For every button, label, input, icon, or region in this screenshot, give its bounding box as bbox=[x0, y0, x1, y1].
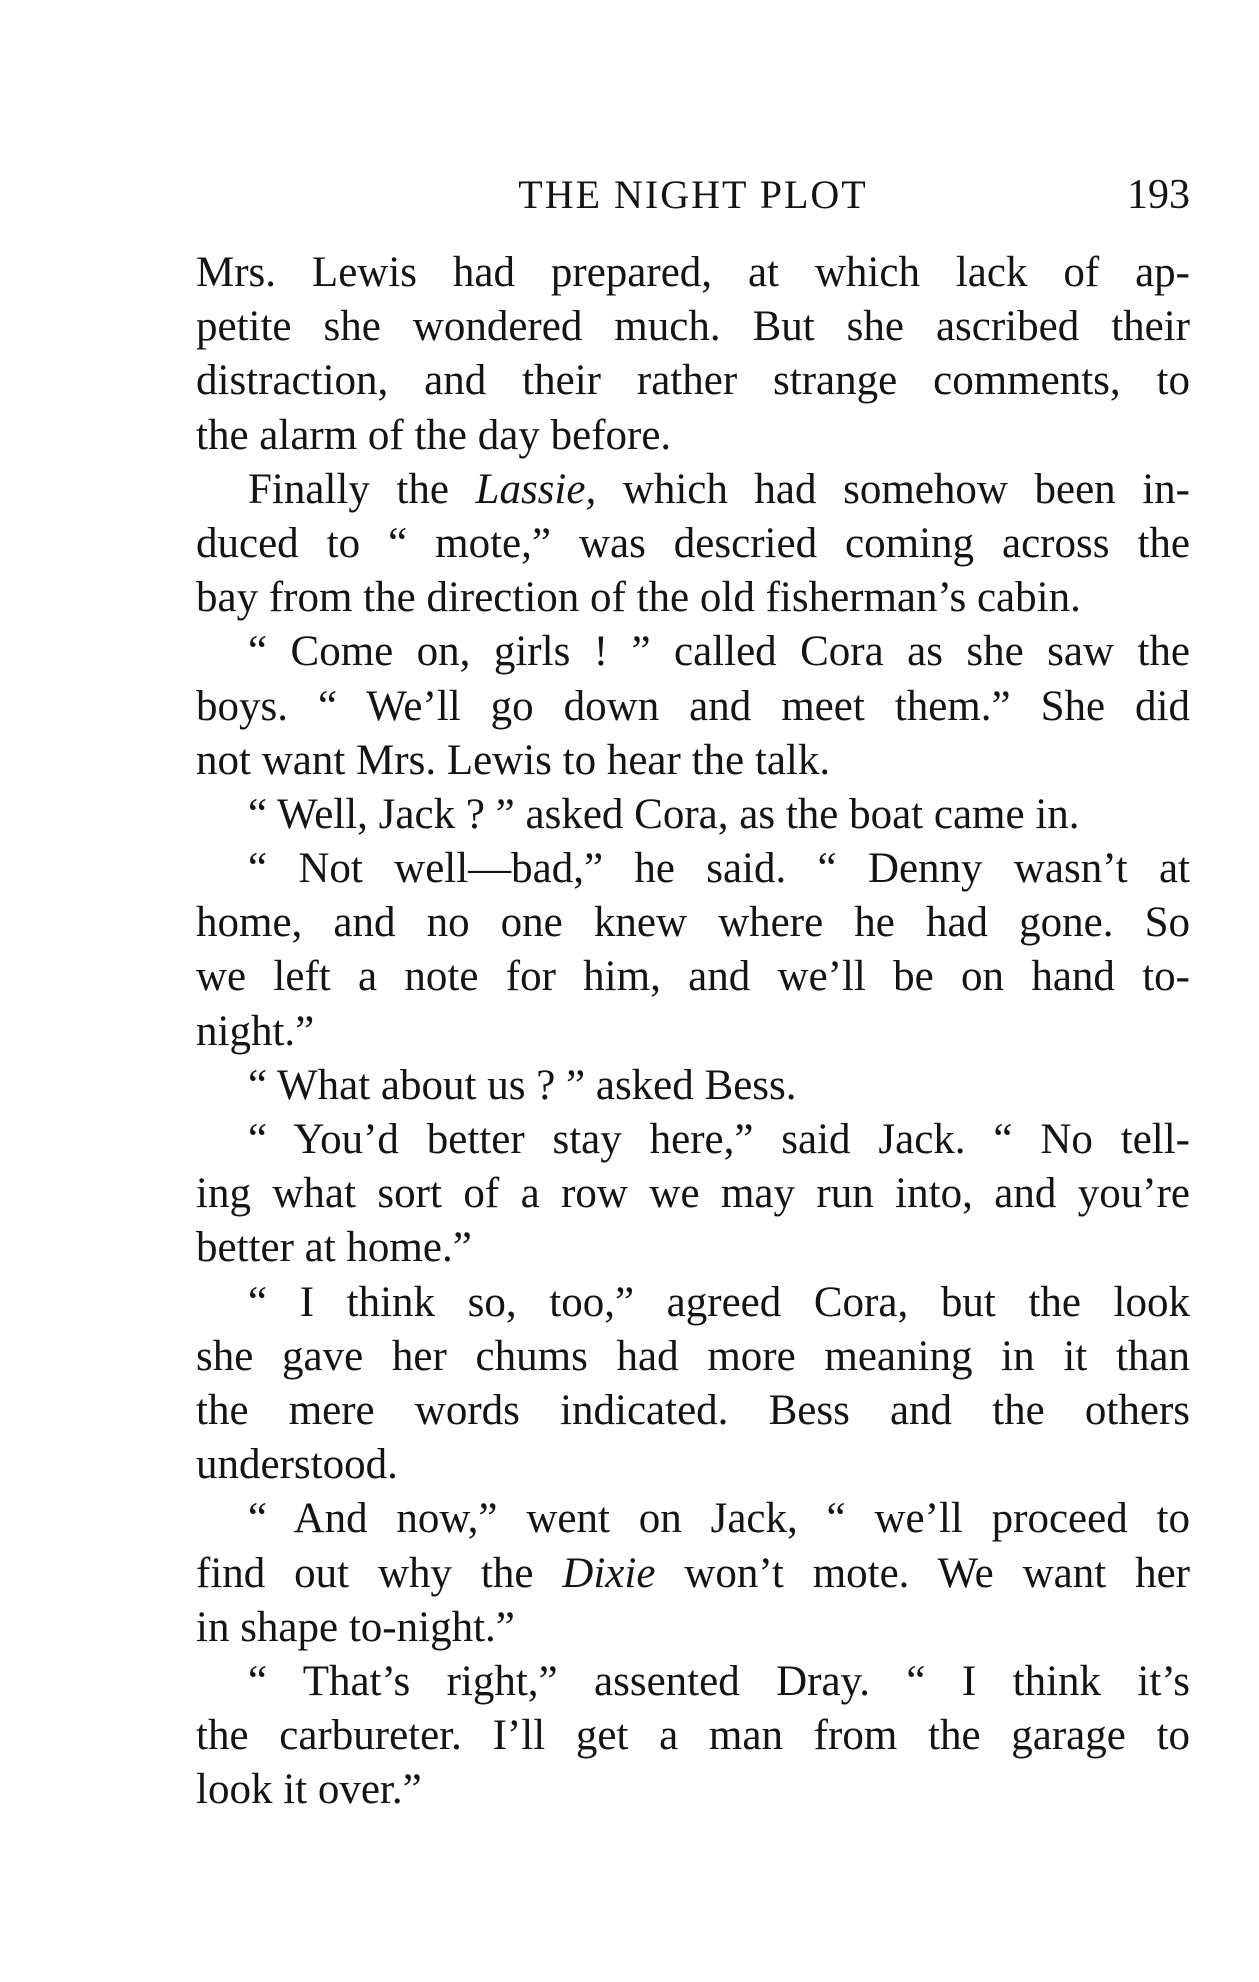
paragraph bbox=[196, 1492, 1190, 1655]
body-text bbox=[196, 246, 1190, 1817]
text-run: which had somehow been in- bbox=[596, 465, 1190, 513]
text-line: understood. bbox=[196, 1441, 398, 1489]
text-line: “ What about us ? ” asked Bess. bbox=[248, 1061, 797, 1109]
text-line: “ Well, Jack ? ” asked Cora, as the boat came in. bbox=[248, 790, 1080, 838]
text-line: she gave her chums had more meaning in it than bbox=[196, 1332, 1190, 1380]
running-title: THE NIGHT PLOT bbox=[518, 172, 868, 217]
italic-title: Lassie, bbox=[475, 465, 597, 513]
text-line bbox=[196, 1547, 1190, 1601]
paragraph bbox=[196, 788, 1190, 842]
text-line: duced to “ mote,” was descried coming across the bbox=[196, 519, 1190, 567]
text-line: “ And now,” went on Jack, “ we’ll proceed to bbox=[248, 1495, 1190, 1543]
text-line: the carbureter. I’ll get a man from the garage to bbox=[196, 1712, 1190, 1760]
paragraph bbox=[196, 1276, 1190, 1493]
paragraph bbox=[196, 246, 1190, 463]
paragraph bbox=[196, 625, 1190, 788]
text-line bbox=[196, 463, 1190, 517]
text-line: “ I think so, too,” agreed Cora, but the look bbox=[248, 1278, 1190, 1326]
text-line: Mrs. Lewis had prepared, at which lack of ap- bbox=[196, 249, 1190, 296]
paragraph bbox=[196, 1655, 1190, 1818]
text-line: not want Mrs. Lewis to hear the talk. bbox=[196, 736, 831, 784]
page-number: 193 bbox=[1127, 172, 1190, 218]
text-line: the mere words indicated. Bess and the others bbox=[196, 1386, 1190, 1434]
text-run: won’t mote. We want her bbox=[655, 1549, 1190, 1597]
running-head bbox=[196, 170, 1190, 230]
text-line: “ Not well—bad,” he said. “ Denny wasn’t at bbox=[248, 845, 1190, 893]
text-line: ing what sort of a row we may run into, and you’re bbox=[196, 1170, 1190, 1218]
italic-title: Dixie bbox=[562, 1549, 656, 1597]
text-line: “ That’s right,” assented Dray. “ I think it’s bbox=[248, 1657, 1190, 1705]
paragraph bbox=[196, 842, 1190, 1059]
text-line: bay from the direction of the old fisherman’s cabin. bbox=[196, 574, 1081, 622]
paragraph bbox=[196, 1059, 1190, 1113]
text-run: find out why the bbox=[196, 1549, 563, 1597]
text-line: the alarm of the day before. bbox=[196, 411, 672, 459]
text-line: home, and no one knew where he had gone. So bbox=[196, 899, 1190, 947]
text-line: better at home.” bbox=[196, 1224, 472, 1272]
text-line: night.” bbox=[196, 1007, 315, 1055]
text-line: petite she wondered much. But she ascribed their bbox=[196, 303, 1190, 351]
text-line: boys. “ We’ll go down and meet them.” She did bbox=[196, 682, 1190, 730]
text-line: we left a note for him, and we’ll be on hand to- bbox=[196, 953, 1190, 1001]
paragraph bbox=[196, 1113, 1190, 1276]
text-line: “ You’d better stay here,” said Jack. “ No tell- bbox=[248, 1116, 1190, 1163]
paragraph bbox=[196, 463, 1190, 626]
text-line: look it over.” bbox=[196, 1766, 422, 1814]
text-run: Finally the bbox=[248, 465, 476, 513]
text-line: distraction, and their rather strange comments, to bbox=[196, 357, 1190, 405]
text-line: “ Come on, girls ! ” called Cora as she saw the bbox=[248, 628, 1190, 676]
text-line: in shape to-night.” bbox=[196, 1603, 515, 1651]
